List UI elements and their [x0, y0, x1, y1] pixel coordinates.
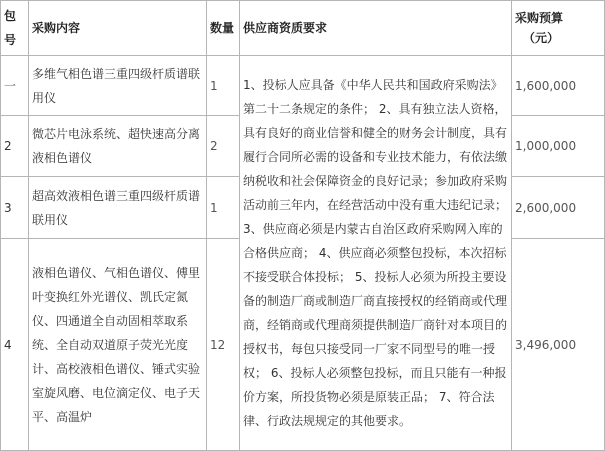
- content-cell: [29, 56, 207, 116]
- requirement-line: 律、行政法规规定的其他要求。: [243, 414, 412, 428]
- requirement-line: 3、供应商必须是内蒙古自治区政府采购网入库的: [243, 222, 503, 236]
- content-line: 联用仪: [32, 212, 69, 227]
- content-cell: [29, 116, 207, 177]
- requirement-line: 备的制造厂商或制造厂商直接授权的经销商或代理: [243, 294, 508, 308]
- content-line: 液相色谱仪、气相色谱仪、傅里: [32, 265, 201, 280]
- quantity-cell: 2: [207, 116, 240, 177]
- package-no-cell: 3: [1, 177, 29, 239]
- package-no-cell: 2: [1, 116, 29, 177]
- package-no-cell: 一: [1, 56, 29, 116]
- header-row: [1, 1, 605, 56]
- supplier-requirements-cell: [240, 56, 512, 451]
- content-line: 液相色谱仪: [32, 151, 93, 165]
- header-supplier-requirements: 供应商资质要求: [240, 1, 512, 56]
- requirement-line: 活动前三年内，在经营活动中没有重大违纪记录；: [243, 198, 508, 212]
- content-line: 叶变换红外光谱仪、凯氏定氮: [32, 289, 189, 304]
- budget-cell: 1,600,000: [512, 56, 605, 116]
- requirement-line: 1、投标人应具备《中华人民共和国政府采购法》: [243, 78, 503, 92]
- header-content: 采购内容: [29, 1, 207, 56]
- header-budget: [512, 1, 605, 56]
- quantity-cell: 12: [207, 239, 240, 451]
- content-line: 超高效液相色谱三重四级杆质谱: [32, 188, 201, 203]
- budget-cell: 3,496,000: [512, 239, 605, 451]
- content-line: 统、全自动双道原子荧光光度: [32, 337, 189, 352]
- content-line: 多维气相色谱三重四级杆质谱联: [32, 66, 201, 81]
- header-budget-label: 采购预算: [515, 11, 564, 25]
- requirement-line: 授权书，每包只接受同一厂家不同型号的唯一授: [243, 342, 496, 356]
- budget-cell: 1,000,000: [512, 116, 605, 177]
- requirement-line: 权； 6、投标人必须整包投标，而且只能有一种报: [243, 366, 507, 380]
- header-package-no: 包号: [1, 1, 29, 56]
- table-row: [1, 56, 605, 116]
- content-line: 用仪: [32, 90, 57, 105]
- content-line: 微芯片电泳系统、超快速高分离: [32, 127, 201, 141]
- requirement-line: 合格供应商； 4、供应商必须整包投标，本次招标: [243, 246, 507, 260]
- requirement-line: 价方案，所投货物必须是原装正品； 7、符合法: [243, 390, 495, 404]
- content-line: 计、高校液相色谱仪、锤式实验: [32, 361, 201, 376]
- header-budget-unit: （元）: [523, 31, 560, 45]
- requirement-line: 具有良好的商业信誉和健全的财务会计制度，具有: [243, 126, 508, 140]
- quantity-cell: 1: [207, 177, 240, 239]
- requirement-line: 履行合同所必需的设备和专业技术能力，有依法缴: [243, 150, 508, 164]
- requirement-line: 不接受联合体投标； 5、投标人必须为所投主要设: [243, 270, 507, 284]
- requirement-line: 纳税收和社会保障资金的良好记录；参加政府采购: [243, 174, 508, 188]
- requirement-line: 第二十二条规定的条件； 2、具有独立法人资格，: [243, 102, 507, 116]
- content-line: 室旋风磨、电位滴定仪、电子天: [32, 385, 201, 400]
- budget-cell: 2,600,000: [512, 177, 605, 239]
- content-line: 平、高温炉: [32, 409, 93, 424]
- requirement-line: 商，经销商或代理商须提供制造厂商针对本项目的: [243, 318, 508, 332]
- content-cell: [29, 177, 207, 239]
- content-line: 仪、四通道全自动固相萃取系: [32, 313, 189, 328]
- header-quantity: 数量: [207, 1, 240, 56]
- content-cell: [29, 239, 207, 451]
- quantity-cell: 1: [207, 56, 240, 116]
- package-no-cell: 4: [1, 239, 29, 451]
